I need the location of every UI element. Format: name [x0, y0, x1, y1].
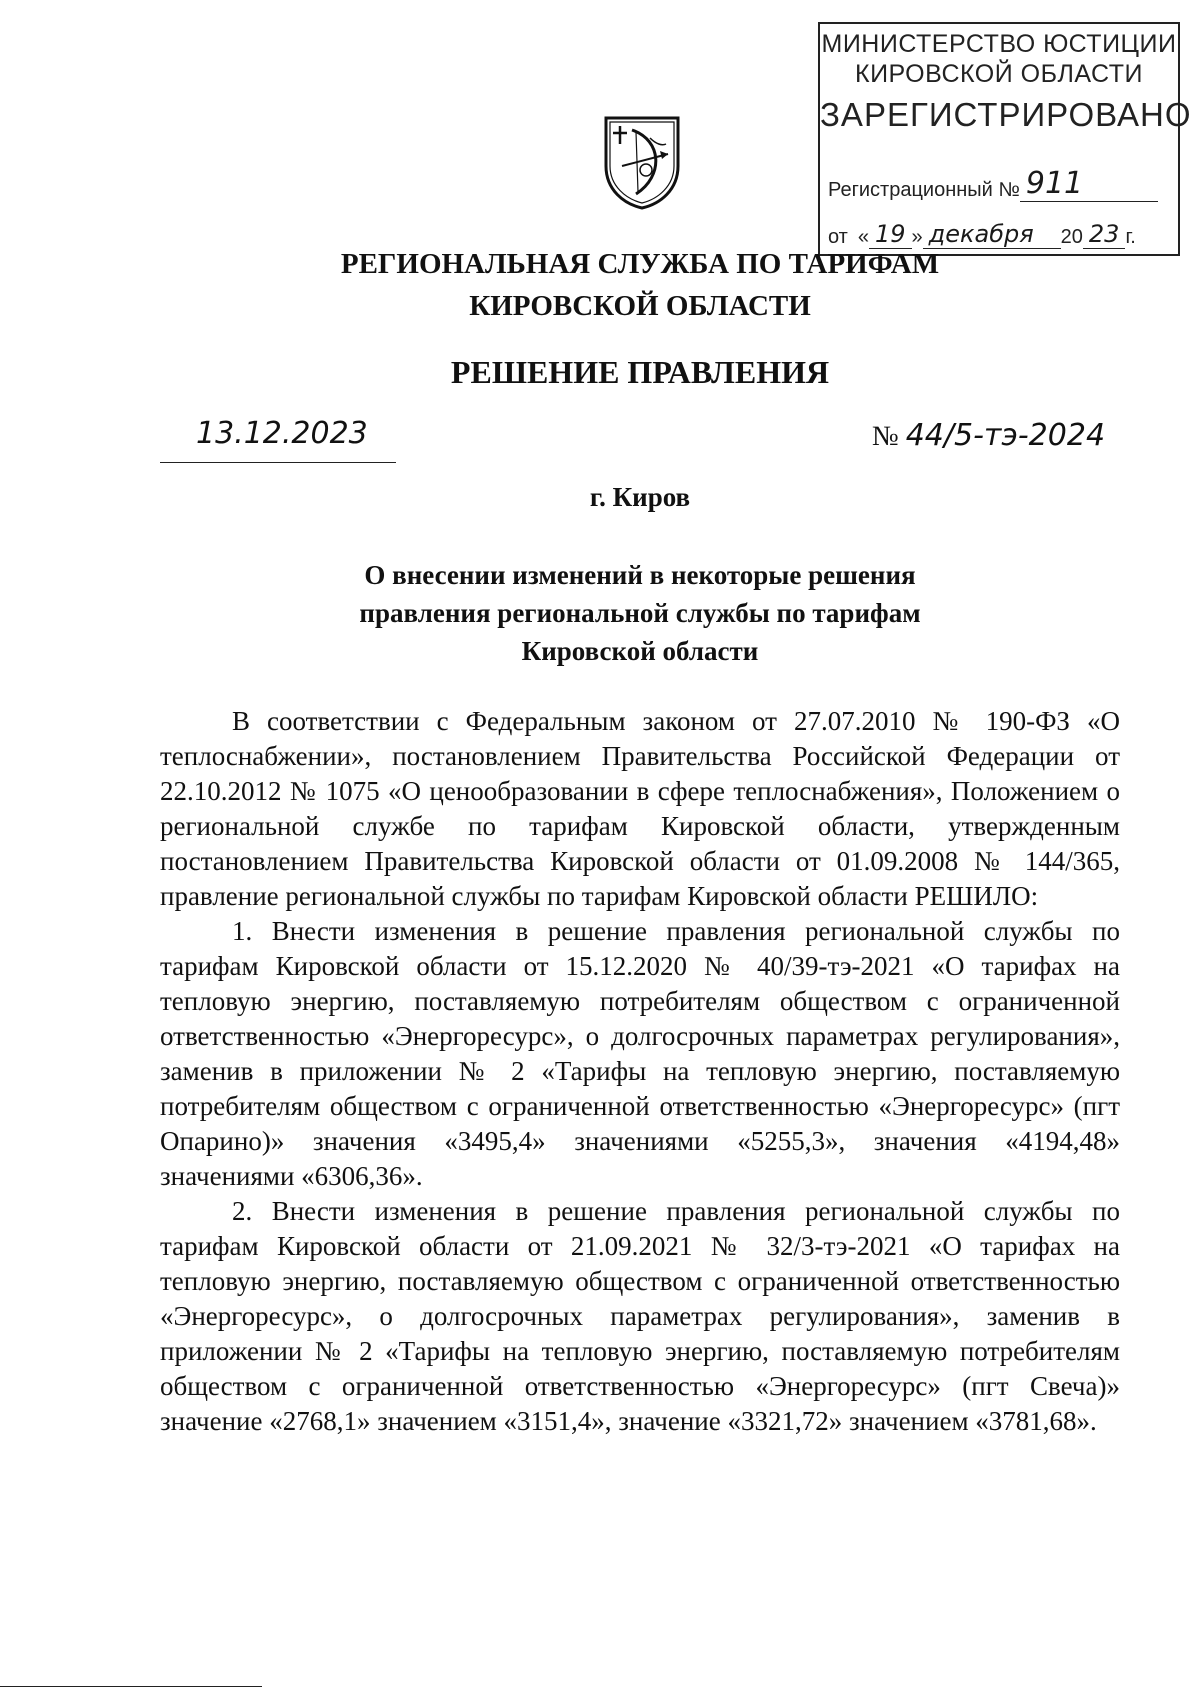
subject-line2: правления региональной службы по тарифам — [359, 598, 921, 628]
city: г. Киров — [589, 482, 691, 512]
stamp-reg-number-row — [828, 166, 1172, 202]
preamble-paragraph: В соответствии с Федеральным законом от 27.07.2010 № 190-ФЗ «О теплоснабжении», постановлением Правительства Российской Федерации от 22.10.2012 № 1075 «О ценообразовании в сфере теплоснабжения», Положением о региональной службе по тарифам Кировской области, утвержденным постановлением Правительства Кировской области от 01.09.2008 № 144/365, правление региональной службы по тарифам Кировской области РЕШИЛО: — [160, 706, 1120, 911]
document-number-row — [872, 418, 1105, 453]
footer-divider — [0, 1686, 262, 1687]
org-name-line1: РЕГИОНАЛЬНАЯ СЛУЖБА ПО ТАРИФАМ — [340, 248, 940, 280]
stamp-ministry-line2: КИРОВСКОЙ ОБЛАСТИ — [855, 60, 1143, 88]
date-underline — [160, 462, 396, 463]
registration-stamp — [818, 22, 1192, 256]
stamp-ministry-line1: МИНИСТЕРСТВО ЮСТИЦИИ — [821, 30, 1177, 58]
stamp-registered: ЗАРЕГИСТРИРОВАНО — [820, 96, 1192, 133]
stamp-date-prefix: от — [828, 226, 848, 248]
stamp-date-month: декабря — [928, 220, 1034, 248]
stamp-date-day: 19 — [874, 220, 906, 248]
document-date: 13.12.2023 — [196, 416, 368, 451]
document-body — [160, 704, 1120, 1439]
stamp-date-century: 20 — [1060, 226, 1083, 248]
item-2-paragraph: 2. Внести изменения в решение правления региональной службы по тарифам Кировской области от 21.09.2021 № 32/3-тэ-2021 «О тарифах на тепловую энергию, поставляемую обществом с ограниченной ответственностью «Энергоресурс», о долгосрочных параметрах регулирования», заменив в приложении № 2 «Тарифы на тепловую энергию, поставляемую потребителям обществом с ограниченной ответственностью «Энергоресурс» (пгт Свеча)» значение «2768,1» значением «3151,4», значение «3321,72» значением «3781,68». — [160, 1196, 1120, 1436]
org-name-line2: КИРОВСКОЙ ОБЛАСТИ — [469, 290, 811, 322]
stamp-date-row: от « 19 » декабря 20 23 г. — [828, 220, 1136, 248]
stamp-reg-number-value: 911 — [1025, 166, 1084, 201]
stamp-date-suffix: г. — [1125, 226, 1136, 248]
stamp-reg-number-field — [1020, 166, 1158, 202]
stamp-date-year: 23 — [1088, 220, 1120, 248]
document-subject — [0, 556, 1200, 670]
document-type: РЕШЕНИЕ ПРАВЛЕНИЯ — [450, 354, 830, 390]
number-sign: № — [872, 421, 899, 452]
subject-line1: О внесении изменений в некоторые решения — [364, 560, 916, 590]
kirov-coat-of-arms-icon — [602, 114, 682, 210]
item-1-paragraph: 1. Внести изменения в решение правления региональной службы по тарифам Кировской области от 15.12.2020 № 40/39-тэ-2021 «О тарифах на тепловую энергию, поставляемую потребителям обществом с ограниченной ответственностью «Энергоресурс», о долгосрочных параметрах регулирования», заменив в приложении № 2 «Тарифы на тепловую энергию, поставляемую потребителям обществом с ограниченной ответственностью «Энергоресурс» (пгт Опарино)» значения «3495,4» значениями «5255,3», значения «4194,48» значениями «6306,36». — [160, 916, 1120, 1191]
document-number: 44/5-тэ-2024 — [905, 418, 1106, 453]
subject-line3: Кировской области — [521, 636, 759, 666]
stamp-reg-number-label: Регистрационный № — [828, 179, 1020, 201]
